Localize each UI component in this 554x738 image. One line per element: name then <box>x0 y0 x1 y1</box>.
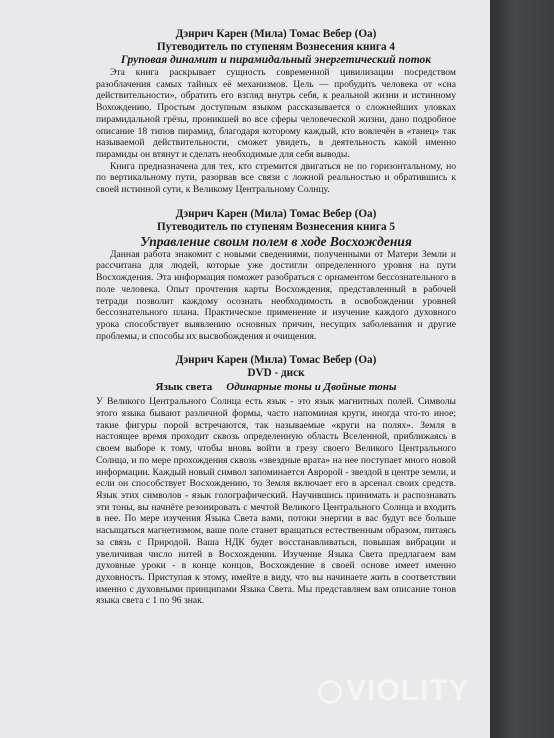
book4-author: Дэнрич Карен (Мила) Томас Вебер (Оа) <box>175 28 377 40</box>
section-dvd <box>96 354 456 607</box>
book5-title: Управление своим полем в ходе Восхождения <box>140 233 412 249</box>
dvd-author: Дэнрич Карен (Мила) Томас Вебер (Оа) <box>175 354 377 367</box>
book4-paragraph-1: Эта книга раскрывает сущность современной цивилизации посредством разоблачения самых тайных её механизмов. Цель — пробудить человека от «сна действительности», обратить его взгляд внутрь себя, к реальной жизни и истинному Вохождению. Простым доступным языком рассказывается о сложнейших уловках пирамидальной грёзы, проникшей во все сферы человеческой жизни, дано подробное описание 18 типов пирамид, благодаря которому каждый, кто вовлечён в «танец» так называемой действительности, сможет увидеть, в деятельность какой именно пирамиды он втянут и сделать необходимые для себя выводы. <box>96 67 456 160</box>
section-book-5 <box>96 208 456 343</box>
book4-title: Груповая динамит и пирамидальный энергетический поток <box>120 54 432 66</box>
watermark <box>318 674 470 708</box>
page-content <box>96 28 456 619</box>
book4-paragraph-2: Книга предназначена для тех, кто стремится двигаться не по горизонтальному, но по вертикальному пути, разорвав все связи с ложной реальностью и обратившись к своей истинной сути, к Великому Центральному Солнцу. <box>96 160 456 196</box>
book4-subtitle: Путеводитель по ступеням Вознесения книга 4 <box>157 41 395 53</box>
watermark-logo-icon <box>318 680 342 704</box>
dvd-label: DVD - диск <box>247 367 305 380</box>
dvd-title-right: Одинарные тоны и Двойные тоны <box>226 381 397 394</box>
book5-paragraph-1: Данная работа знакомит с новыми сведениями, полученными от Матери Земли и рассчитана для людей, которые уже достигли определенного уровня на пути Восхождения. Эта информация поможет разобраться с орнаментом бессознательного в поле человека. Опыт прочтения карты Восхождения, представленный в рабочей тетради позволит каждому осознать необходимость в освобождении уровней бессознательного плана. Практическое применение и изучение каждого духовного урока способствует выявлению основных причин, несущих заболевания и другие проблемы, и способы их высвобождения и очищения. <box>96 248 456 342</box>
watermark-text: VIOLITY <box>346 674 470 707</box>
dvd-title-left: Язык света <box>155 381 213 394</box>
dvd-paragraph-1: У Великого Центрального Солнца есть язык - это язык магнитных полей. Символы этого языка бывают различной формы, часто напоминая круги, иногда что-то иное; такие фигуры порой встречаются, так называемые «круги на полях». Земля в настоящее время проходит сквозь определенную область Вселенной, приближаясь в своем выборе к тому, чтобы вновь войти в грезу своего Великого Центрального Солнца, и по мере прохождения сквозь «звездные врата» на нее поступает много новой информации. Каждый новый символ запоминается Авророй - звездой в центре земли, и если он способствует Восхождению, то Земля включает его в арсенал своих средств. Язык этих символов - язык голографический. Научившись принимать и распознавать эти тоны, вы начнёте резонировать с мечтой Великого Центрального Солнца и входить в нее. По мере изучения Языка Света вами, потоки энергии в вас будут все больше насыщаться магнетизмом, ваше поле станет вращаться естественным образом, питаясь за связь с Природой. Ваша НДК будет восстанавливаться, повышая вибрации и увеличивая число нитей в Восхождении. Изучение Языка Света предлагаем вам духовные уроки - в конце концов, Восхождение в своей основе имеет именно духовность. Приступая к этому, имейте в виду, что вы начинаете жить в соответствии именно с духовными принципами Языка Света. Мы представляем вам описание тонов языка света с 1 по 96 знак. <box>96 396 456 607</box>
book5-author: Дэнрич Карен (Мила) Томас Вебер (Оа) <box>175 207 377 220</box>
section-book-4 <box>96 28 456 196</box>
dvd-title-row <box>96 381 456 394</box>
book5-subtitle: Путеводитель по ступеням Вознесения книга 5 <box>157 220 395 233</box>
book-edge <box>490 0 554 738</box>
